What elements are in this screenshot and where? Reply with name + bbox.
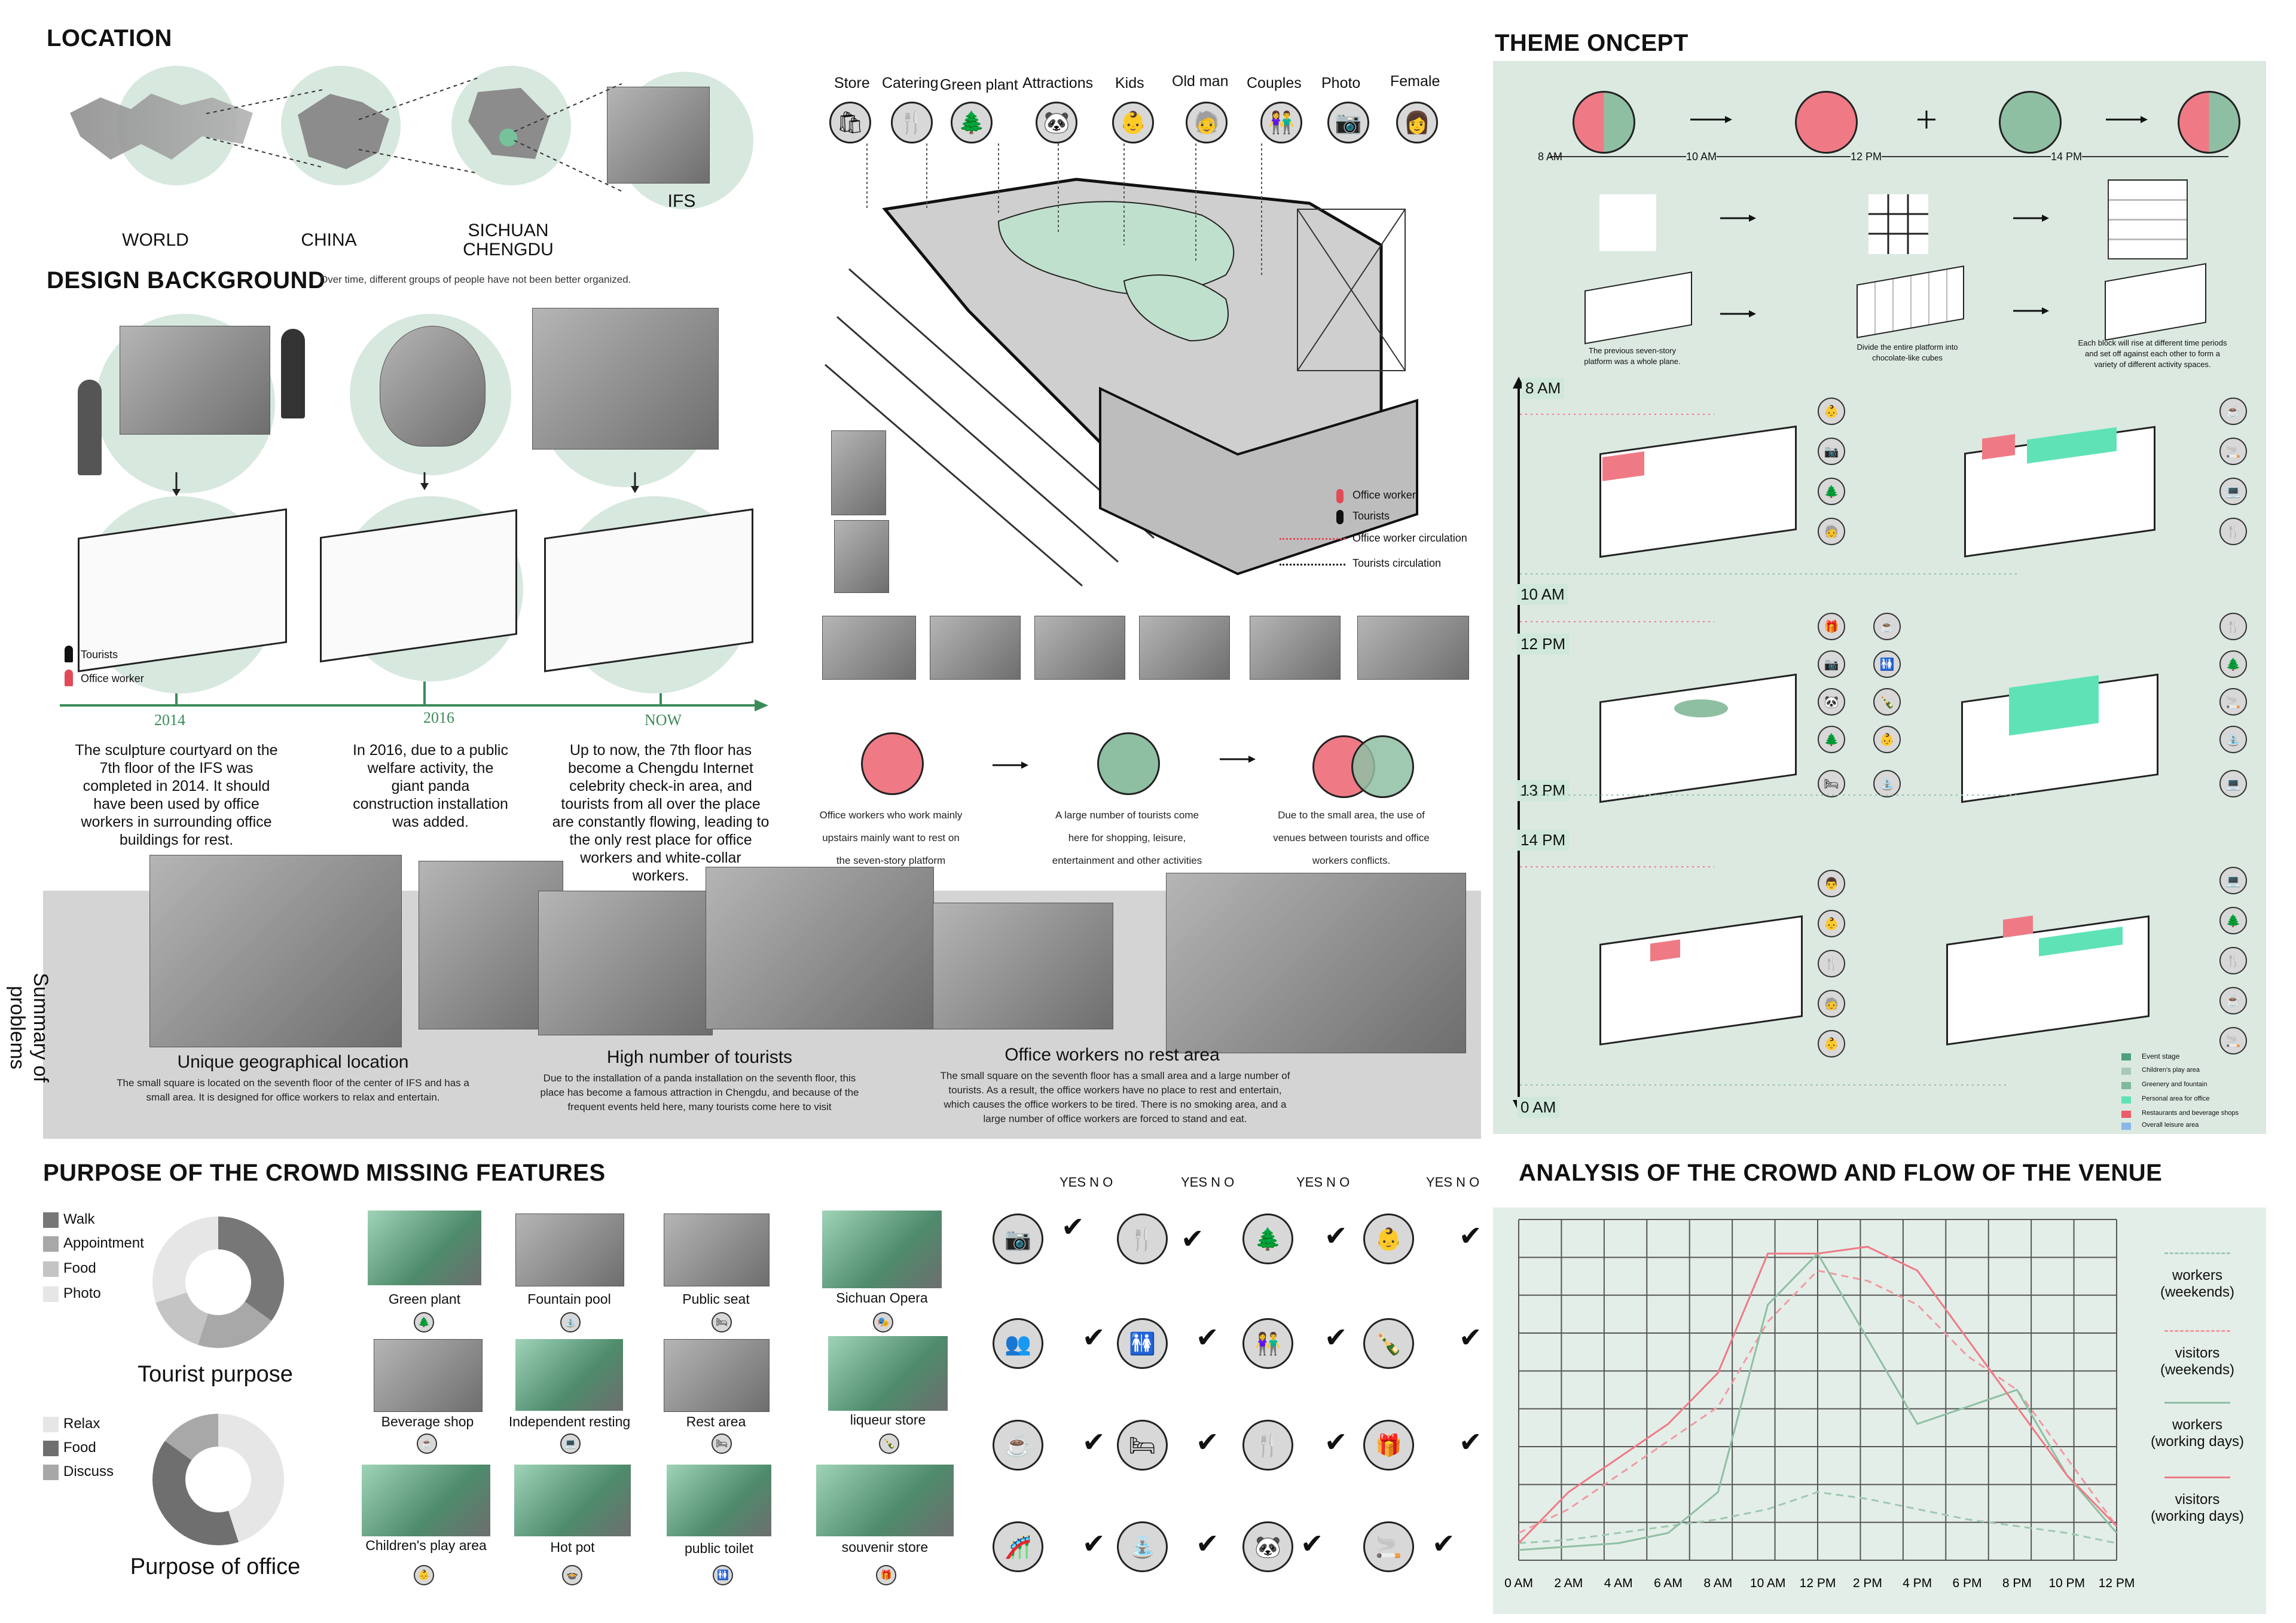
- x-tick-label: 8 PM: [2002, 1576, 2032, 1590]
- label-ifs: IFS: [667, 191, 696, 211]
- timeline-12pm: 12 PM: [1517, 634, 1569, 655]
- missing-label-fountain-pool: Fountain pool: [527, 1291, 611, 1307]
- tourist-legend-walk: Walk: [63, 1211, 95, 1227]
- dining-small-icon: 🍴: [2219, 518, 2247, 545]
- text-2016: In 2016, due to a public welfare activity, the giant panda construction installation was added.: [353, 742, 508, 830]
- x-tick-label: 4 AM: [1604, 1576, 1633, 1590]
- smoking-small-icon: 🚬: [2219, 438, 2247, 465]
- x-tick-label: 6 AM: [1654, 1576, 1683, 1590]
- office-donut-title: Purpose of office: [130, 1554, 301, 1579]
- theme-legend-2: Children's play area: [2142, 1066, 2200, 1074]
- tourist-legend-food: Food: [63, 1260, 96, 1276]
- tourist-legend-swatch-walk: [43, 1212, 59, 1228]
- label-sichuan: SICHUAN CHENGDU: [463, 221, 554, 259]
- cat-couples: Couples: [1247, 75, 1302, 91]
- theme-time-12pm: 12 PM: [1851, 151, 1882, 163]
- office-worker-analysis-icon: [861, 732, 924, 795]
- restroom-small-icon: 🚻: [1873, 650, 1901, 678]
- liqueur-store-photo: [828, 1336, 948, 1411]
- panda-figures-photo: [706, 867, 934, 1029]
- tree-small-icon-2: 🌲: [1818, 726, 1845, 753]
- flow-line-chart: [1504, 1214, 2135, 1596]
- missing-label-childrens-play-area: Children's play area: [365, 1538, 487, 1553]
- site-legend-office-line: [1280, 538, 1345, 540]
- fountain-pool-photo: [515, 1214, 624, 1286]
- flow-legend-line-3: [2164, 1402, 2230, 1404]
- analysis-arrows: [981, 747, 1280, 783]
- missing-label-public-seat: Public seat: [682, 1291, 750, 1307]
- cat-kids: Kids: [1115, 75, 1144, 91]
- check-gift: ✔: [1459, 1426, 1482, 1457]
- check-slide: ✔: [1082, 1528, 1106, 1559]
- site-legend-office-icon: [1336, 489, 1344, 503]
- cat-catering: Catering: [882, 75, 939, 91]
- missing-label-public-toilet: public toilet: [684, 1541, 754, 1556]
- theme-step-2: Divide the entire platform into chocolate-like cubes: [1857, 343, 1958, 362]
- design-background-note: Over time, different groups of people have not been better organized.: [320, 274, 631, 285]
- x-tick-label: 4 PM: [1903, 1576, 1932, 1590]
- theme-legend-3: Greenery and fountain: [2142, 1081, 2208, 1088]
- seat-mini-icon: 🛏: [712, 1312, 732, 1332]
- workers-eating-photo: [1166, 873, 1466, 1053]
- tourist-legend-icon: [65, 646, 73, 662]
- label-world: WORLD: [122, 230, 189, 250]
- fountain-small-icon-2: ⛲: [2219, 726, 2247, 753]
- sichuan-opera-photo: [822, 1211, 942, 1288]
- donut-slice-photo: [152, 1217, 218, 1303]
- coffee-row-icon: ☕: [993, 1420, 1043, 1471]
- camera-small-icon-2: 📷: [1818, 650, 1845, 678]
- year-2016: 2016: [423, 709, 454, 726]
- tourist-legend-label: Tourists: [81, 649, 118, 661]
- bottle-small-icon: 🍾: [1873, 688, 1901, 716]
- kids-small-icon-4: 👶: [1818, 1030, 1845, 1057]
- office-worker-legend-label: Office worker: [81, 673, 144, 684]
- tourist-donut-title: Tourist purpose: [138, 1362, 293, 1387]
- old-man-icon: 🧓: [1186, 102, 1228, 143]
- analysis-text-conflict: Due to the small area, the use of venues between tourists and office workers conflicts.: [1273, 809, 1430, 866]
- site-legend-tourist-icon: [1336, 510, 1344, 524]
- green-plant-photo: [368, 1211, 481, 1285]
- cat-green-plant: Green plant: [940, 77, 1018, 93]
- tree-small-icon-4: 🌲: [2219, 907, 2247, 934]
- check-restroom: ✔: [1196, 1322, 1219, 1353]
- elder-small-icon-2: 🧓: [1818, 990, 1845, 1017]
- theme-legend-swatch-5: [2121, 1111, 2131, 1118]
- kids-icon: 👶: [1112, 102, 1154, 143]
- cat-attractions: Attractions: [1022, 75, 1094, 91]
- dining-small-icon-4: 🍴: [2219, 947, 2247, 974]
- office-legend-swatch-food: [43, 1441, 59, 1456]
- theme-time-10am: 10 AM: [1686, 151, 1717, 163]
- kids-small-icon: 👶: [1818, 398, 1845, 425]
- year-now: NOW: [645, 711, 682, 729]
- hotpot-mini-icon: 🍲: [562, 1565, 582, 1585]
- conflict-tourist-icon: [1351, 735, 1414, 798]
- gift-small-icon: 🎁: [1818, 613, 1845, 640]
- timeline-8am: 8 AM: [1522, 378, 1564, 399]
- hot-pot-photo: [514, 1465, 631, 1536]
- check-smoking: ✔: [1432, 1528, 1455, 1559]
- resting-mini-icon: 💻: [560, 1434, 581, 1454]
- site-legend-office: Office worker: [1352, 489, 1416, 501]
- green-plant-mini-icon: 🌲: [414, 1312, 434, 1332]
- year-2014: 2014: [154, 711, 185, 729]
- laptop-small-icon-2: 💻: [2219, 770, 2247, 797]
- flow-legend-4: visitors (working days): [2150, 1491, 2245, 1524]
- summary-text-1: The small square is located on the seventh floor of the center of IFS and has a small area. It is designed for office workers to relax and entertain.: [117, 1077, 469, 1103]
- analysis-text-tourist: A large number of tourists come here for shopping, leisure, entertainment and other activities: [1052, 809, 1202, 866]
- kids-row-icon: 👶: [1363, 1214, 1414, 1264]
- camera-small-icon: 📷: [1818, 438, 1845, 465]
- vendor-photo: [834, 520, 889, 593]
- tourist-legend-swatch-appointment: [43, 1236, 59, 1252]
- tree-row-icon: 🌲: [1242, 1214, 1293, 1264]
- cat-old-man: Old man: [1172, 73, 1229, 90]
- site-legend-tourist-circulation: Tourists circulation: [1352, 557, 1442, 569]
- person-small-icon: 👨: [1818, 870, 1845, 897]
- coffee-small-icon: ☕: [2219, 398, 2247, 425]
- beverage-mini-icon: ☕: [417, 1434, 437, 1454]
- theme-legend-swatch-3: [2121, 1082, 2131, 1089]
- kids-small-icon-2: 👶: [1873, 726, 1901, 753]
- theme-time-8am: 8 AM: [1538, 151, 1563, 163]
- office-legend-swatch-discuss: [43, 1465, 59, 1480]
- analysis-text-office: Office workers who work mainly upstairs mainly want to rest on the seven-story platform: [819, 809, 963, 866]
- summary-text-2: Due to the installation of a panda installation on the seventh floor, this place has become a famous attraction in Chengdu, and because of the frequent events held here, many tourists come here to visit: [540, 1072, 859, 1112]
- missing-label-green-plant: Green plant: [388, 1291, 461, 1307]
- kids-small-icon-3: 👶: [1818, 910, 1845, 937]
- summary-title-1: Unique geographical location: [177, 1052, 409, 1072]
- x-tick-label: 2 PM: [1852, 1576, 1882, 1590]
- souvenir-store-photo: [816, 1465, 954, 1536]
- check-group: ✔: [1082, 1322, 1106, 1353]
- x-tick-label: 0 AM: [1504, 1576, 1533, 1590]
- site-photo-1: [822, 616, 916, 680]
- theme-legend-swatch-4: [2121, 1096, 2131, 1104]
- site-legend-office-circulation: Office worker circulation: [1352, 532, 1467, 544]
- summary-title: Summary of problems: [6, 973, 52, 1083]
- check-couples: ✔: [1324, 1322, 1348, 1353]
- tourist-legend-swatch-photo: [43, 1286, 59, 1302]
- theme-legend-swatch-1: [2121, 1053, 2131, 1060]
- site-photo-4: [1139, 616, 1230, 680]
- check-no-food: ✔: [1324, 1426, 1348, 1457]
- x-tick-label: 10 AM: [1750, 1576, 1786, 1590]
- site-photo-5: [1250, 616, 1341, 680]
- location-title: LOCATION: [47, 25, 172, 51]
- group-row-icon: 👥: [993, 1318, 1043, 1369]
- office-legend-discuss: Discuss: [63, 1463, 114, 1480]
- childrens-play-area-photo: [362, 1465, 490, 1536]
- toilet-mini-icon: 🚻: [713, 1565, 733, 1585]
- female-icon: 👩: [1396, 102, 1438, 143]
- play-mini-icon: 👶: [414, 1565, 434, 1585]
- timeline-10am: 10 AM: [1517, 584, 1568, 605]
- yesno-header-1: YES N O: [1060, 1175, 1113, 1190]
- smoking-small-icon-3: 🚬: [2219, 1027, 2247, 1055]
- tourist-legend-appointment: Appointment: [63, 1235, 144, 1251]
- slide-row-icon: 🎢: [993, 1521, 1043, 1572]
- check-kids: ✔: [1459, 1220, 1482, 1251]
- souvenir-mini-icon: 🎁: [876, 1565, 896, 1585]
- site-photo-2: [930, 616, 1021, 680]
- green-plant-icon: 🌲: [951, 102, 993, 143]
- photographer-photo: [831, 430, 886, 515]
- donut-slice-food: [155, 1292, 208, 1345]
- fountain-mini-icon: ⛲: [560, 1312, 581, 1332]
- camera-row-icon: 📷: [993, 1214, 1043, 1264]
- attractions-icon: 🐼: [1036, 102, 1077, 143]
- flow-legend-2: visitors (weekends): [2160, 1345, 2235, 1378]
- dining-small-icon-2: 🍴: [2219, 613, 2247, 640]
- missing-label-independent-resting: Independent resting: [508, 1414, 631, 1429]
- yesno-header-2: YES N O: [1181, 1175, 1235, 1190]
- missing-label-hot-pot: Hot pot: [550, 1539, 595, 1555]
- donut-slice-walk: [218, 1217, 284, 1321]
- x-tick-label: 8 AM: [1703, 1576, 1733, 1590]
- theme-step-1: The previous seven-story platform was a whole plane.: [1584, 346, 1681, 366]
- theme-title: THEME ONCEPT: [1495, 30, 1689, 56]
- office-worker-legend-icon: [65, 670, 73, 686]
- x-tick-label: 10 PM: [2048, 1576, 2086, 1590]
- elder-small-icon: 🧓: [1818, 518, 1845, 545]
- office-donut: [149, 1411, 287, 1548]
- fountain-small-icon: ⛲: [1873, 770, 1901, 797]
- check-coffee: ✔: [1082, 1426, 1106, 1457]
- smoking-small-icon-2: 🚬: [2219, 688, 2247, 716]
- theme-legend-6: Overall leisure area: [2142, 1121, 2199, 1129]
- photo-icon: 📷: [1327, 102, 1369, 143]
- site-photo-6: [1357, 616, 1469, 680]
- laptop-small-icon-3: 💻: [2219, 867, 2247, 894]
- gift-row-icon: 🎁: [1363, 1420, 1414, 1471]
- site-legend-tourist: Tourists: [1352, 510, 1390, 522]
- x-tick-label: 6 PM: [1952, 1576, 1982, 1590]
- public-seat-photo: [664, 1214, 770, 1286]
- donut-slice-food: [152, 1441, 239, 1545]
- theme-legend-swatch-6: [2121, 1123, 2131, 1130]
- theme-dotted-connectors: [1493, 383, 2266, 1100]
- coffee-small-icon-2: ☕: [1873, 613, 1901, 640]
- laptop-small-icon: 💻: [2219, 478, 2247, 505]
- catering-icon: 🍴: [891, 102, 933, 143]
- x-tick-label: 12 PM: [1799, 1576, 1836, 1590]
- timeline-13pm: 13 PM: [1517, 780, 1569, 801]
- theme-legend-1: Event stage: [2142, 1052, 2180, 1060]
- bench-row-icon: 🛏: [1117, 1420, 1168, 1471]
- x-tick-label: 2 AM: [1554, 1576, 1583, 1590]
- missing-label-liqueur-store: liqueur store: [850, 1412, 926, 1428]
- missing-label-beverage-shop: Beverage shop: [381, 1414, 474, 1429]
- flow-legend-line-4: [2164, 1477, 2230, 1478]
- flow-legend-3: workers (working days): [2150, 1417, 2245, 1450]
- public-toilet-photo: [667, 1465, 771, 1536]
- theme-step-3: Each block will rise at different time periods and set off against each other to form a variety of different activity spaces.: [2078, 338, 2227, 369]
- timeline-14pm: 14 PM: [1517, 830, 1569, 851]
- catering-row-icon: 🍴: [1117, 1214, 1168, 1264]
- cat-store: Store: [834, 75, 870, 91]
- cat-photo: Photo: [1321, 75, 1361, 91]
- tree-small-icon: 🌲: [1818, 478, 1845, 505]
- check-catering: ✔: [1181, 1223, 1204, 1254]
- site-isometric-drawing: [819, 143, 1483, 681]
- bottle-row-icon: 🍾: [1363, 1318, 1414, 1369]
- flow-legend-line-2: [2164, 1330, 2230, 1332]
- summary-title-3: Office workers no rest area: [1004, 1045, 1220, 1065]
- summary-title-2: High number of tourists: [606, 1047, 793, 1067]
- purpose-title: PURPOSE OF THE CROWD: [43, 1160, 361, 1186]
- office-legend-food: Food: [63, 1439, 96, 1456]
- chart-x-labels: [1504, 1576, 2135, 1590]
- liqueur-mini-icon: 🍾: [879, 1434, 899, 1454]
- x-tick-label: 12 PM: [2098, 1576, 2135, 1590]
- restroom-row-icon: 🚻: [1117, 1318, 1168, 1369]
- missing-label-souvenir-store: souvenir store: [841, 1539, 929, 1555]
- store-icon: 🛍: [829, 102, 871, 143]
- couples-row-icon: 👫: [1242, 1318, 1293, 1369]
- office-worker-photo: [933, 903, 1113, 1029]
- check-tree: ✔: [1324, 1220, 1348, 1251]
- theme-legend-5: Restaurants and beverage shops: [2142, 1109, 2239, 1117]
- fountain-row-icon: ⛲: [1117, 1521, 1168, 1572]
- label-china: CHINA: [301, 230, 357, 250]
- tourist-legend-swatch-food: [43, 1261, 59, 1277]
- check-fountain: ✔: [1196, 1528, 1219, 1559]
- smoking-row-icon: 🚬: [1363, 1521, 1414, 1572]
- theme-legend-swatch-2: [2121, 1068, 2131, 1075]
- text-now: Up to now, the 7th floor has become a Chengdu Internet celebrity check-in area, and tourists from all over the place are constantly flowing, leading to the only rest place for office workers and white-collar workers.: [552, 742, 770, 884]
- rest-area-photo: [664, 1339, 770, 1412]
- cat-female: Female: [1390, 73, 1440, 90]
- tree-small-icon-3: 🌲: [2219, 650, 2247, 678]
- independent-resting-photo: [515, 1339, 623, 1411]
- site-photo-3: [1034, 616, 1125, 680]
- missing-title: MISSING FEATURES: [366, 1160, 606, 1186]
- check-bottle: ✔: [1459, 1322, 1482, 1353]
- flow-legend-1: workers (weekends): [2160, 1267, 2235, 1300]
- chart-grid: [1519, 1219, 2117, 1560]
- check-panda: ✔: [1300, 1528, 1324, 1559]
- missing-label-rest-area: Rest area: [686, 1414, 746, 1429]
- tourist-legend-photo: Photo: [63, 1285, 101, 1301]
- tourists-photo: [538, 891, 713, 1035]
- flow-title: ANALYSIS OF THE CROWD AND FLOW OF THE VENUE: [1519, 1160, 2163, 1186]
- check-bench: ✔: [1196, 1426, 1219, 1457]
- flow-legend-line-1: [2164, 1252, 2230, 1254]
- site-legend-tourist-line: [1280, 564, 1345, 566]
- city-photo: [149, 855, 402, 1047]
- panda-small-icon: 🐼: [1818, 688, 1845, 716]
- rest-area-mini-icon: 🛏: [712, 1434, 732, 1454]
- opera-mini-icon: 🎭: [873, 1312, 893, 1332]
- dining-small-icon-3: 🍴: [1818, 950, 1845, 977]
- coffee-small-icon-3: ☕: [2219, 987, 2247, 1014]
- tourist-donut: [149, 1214, 287, 1351]
- yesno-header-4: YES N O: [1426, 1175, 1480, 1190]
- couples-icon: 👫: [1260, 102, 1302, 143]
- check-camera: ✔: [1061, 1211, 1085, 1242]
- beverage-shop-photo: [374, 1339, 483, 1412]
- theme-time-14pm: 14 PM: [2051, 151, 2083, 163]
- timeline-0am: 0 AM: [1517, 1097, 1559, 1118]
- text-2014: The sculpture courtyard on the 7th floor of the IFS was completed in 2014. It should have been used by office workers in surrounding office buildings for rest.: [75, 742, 278, 848]
- office-legend-swatch-relax: [43, 1417, 59, 1432]
- summary-text-3: The small square on the seventh floor has a small area and a large number of tourists. As a result, the office workers have no place to rest and entertain, which causes the office workers to be tired. There is no smoking area, and a large number of office workers are forced to stand and eat.: [940, 1070, 1290, 1124]
- no-food-row-icon: 🍴: [1242, 1420, 1293, 1471]
- yesno-header-3: YES N O: [1296, 1175, 1350, 1190]
- theme-legend-4: Personal area for office: [2142, 1095, 2210, 1102]
- office-legend-relax: Relax: [63, 1416, 100, 1432]
- panda-row-icon: 🐼: [1242, 1521, 1293, 1572]
- bench-small-icon: 🛏: [1818, 770, 1845, 797]
- design-background-title: DESIGN BACKGROUND: [47, 267, 326, 294]
- missing-label-sichuan-opera: Sichuan Opera: [836, 1290, 928, 1306]
